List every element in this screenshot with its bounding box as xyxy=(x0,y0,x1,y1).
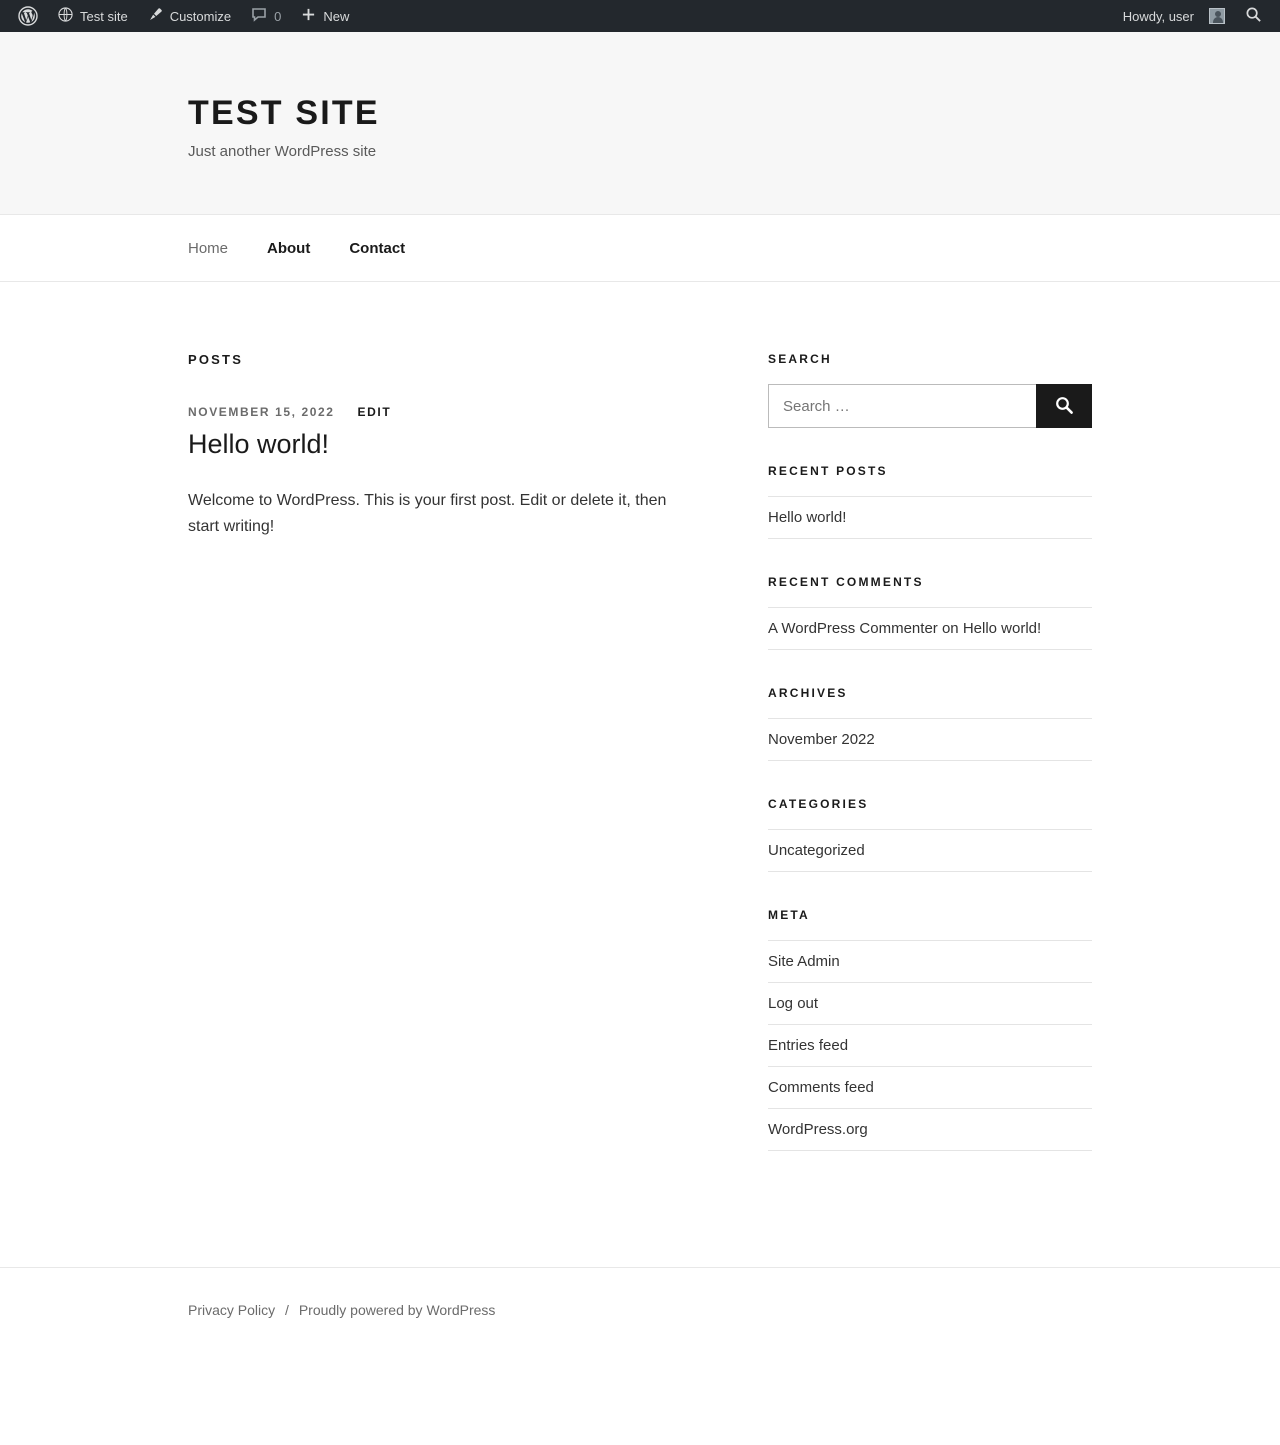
footer-separator: / xyxy=(285,1302,289,1318)
site-header xyxy=(0,32,1280,215)
nav-item-about[interactable]: About xyxy=(267,239,311,257)
widget-categories xyxy=(768,797,1092,872)
widget-title-recent-comments: RECENT COMMENTS xyxy=(768,575,924,589)
archive-link[interactable]: November 2022 xyxy=(768,731,875,748)
comment-bubble-icon xyxy=(251,7,267,25)
list-item xyxy=(768,1067,1092,1109)
howdy-label: Howdy, user xyxy=(1122,8,1194,24)
widget-title-search: SEARCH xyxy=(768,352,832,366)
admin-bar-site-name[interactable] xyxy=(48,0,138,32)
list-item xyxy=(768,607,1092,650)
post-edit-link[interactable]: EDIT xyxy=(357,405,392,419)
recent-comments-list xyxy=(768,607,1092,650)
widget-meta xyxy=(768,908,1092,1151)
meta-link-entries-feed[interactable]: Entries feed xyxy=(768,1037,849,1054)
admin-bar-new[interactable] xyxy=(291,0,359,32)
search-input[interactable] xyxy=(768,384,1036,428)
admin-bar-search-button[interactable] xyxy=(1235,0,1272,32)
list-item xyxy=(768,1025,1092,1067)
admin-bar-customize[interactable] xyxy=(138,0,241,32)
post-title[interactable]: Hello world! xyxy=(188,429,330,459)
widget-title-archives: ARCHIVES xyxy=(768,686,848,700)
search-icon xyxy=(1054,395,1074,418)
widget-title-recent-posts: RECENT POSTS xyxy=(768,464,888,478)
widget-recent-comments xyxy=(768,575,1092,650)
paintbrush-icon xyxy=(148,7,163,25)
admin-bar-comments[interactable] xyxy=(241,0,291,32)
archives-list xyxy=(768,718,1092,761)
nav-item-home[interactable]: Home xyxy=(188,239,229,257)
main-content xyxy=(188,352,768,1187)
post-excerpt: Welcome to WordPress. This is your first post. Edit or delete it, then start writing! xyxy=(188,491,667,536)
post-article xyxy=(188,405,768,541)
comment-post-link[interactable]: Hello world! xyxy=(962,620,1042,637)
category-link[interactable]: Uncategorized xyxy=(768,842,865,859)
comment-author: A WordPress Commenter xyxy=(768,620,938,637)
meta-link-comments-feed[interactable]: Comments feed xyxy=(768,1079,874,1096)
list-item xyxy=(768,940,1092,983)
site-description: Just another WordPress site xyxy=(188,143,377,160)
admin-bar-right xyxy=(1113,0,1272,32)
comments-count: 0 xyxy=(274,8,282,24)
list-item xyxy=(768,983,1092,1025)
page-title[interactable]: TEST SITE xyxy=(188,94,380,132)
search-form xyxy=(768,384,1092,428)
customize-label: Customize xyxy=(169,8,232,24)
meta-list xyxy=(768,940,1092,1151)
comment-connector: on xyxy=(941,620,959,637)
post-meta xyxy=(188,405,768,419)
powered-by-link[interactable]: Proudly powered by WordPress xyxy=(298,1302,496,1318)
list-item xyxy=(768,1109,1092,1151)
admin-bar xyxy=(0,0,1280,32)
meta-link-log-out[interactable]: Log out xyxy=(768,995,819,1012)
list-item xyxy=(768,496,1092,539)
posts-heading: POSTS xyxy=(188,352,244,367)
search-icon xyxy=(1245,6,1262,26)
list-item xyxy=(768,718,1092,761)
privacy-policy-link[interactable]: Privacy Policy xyxy=(188,1302,276,1318)
wordpress-logo-icon xyxy=(18,6,38,26)
recent-post-link[interactable]: Hello world! xyxy=(768,509,847,526)
sidebar xyxy=(768,352,1092,1187)
post-date[interactable]: NOVEMBER 15, 2022 xyxy=(188,405,335,419)
meta-link-wordpress-org[interactable]: WordPress.org xyxy=(768,1121,868,1138)
widget-recent-posts xyxy=(768,464,1092,539)
site-name-label: Test site xyxy=(80,8,128,24)
widget-search xyxy=(768,352,1092,428)
search-submit-button[interactable] xyxy=(1036,384,1092,428)
new-label: New xyxy=(323,8,350,24)
categories-list xyxy=(768,829,1092,872)
list-item xyxy=(768,829,1092,872)
widget-archives xyxy=(768,686,1092,761)
avatar xyxy=(1209,8,1225,24)
site-footer xyxy=(0,1267,1280,1358)
nav-item-contact[interactable]: Contact xyxy=(349,239,406,257)
widget-title-meta: META xyxy=(768,908,810,922)
meta-link-site-admin[interactable]: Site Admin xyxy=(768,953,840,970)
plus-icon xyxy=(301,7,316,25)
widget-title-categories: CATEGORIES xyxy=(768,797,869,811)
content-area xyxy=(188,282,1092,1267)
wordpress-logo-button[interactable] xyxy=(8,0,48,32)
recent-posts-list xyxy=(768,496,1092,539)
primary-navigation xyxy=(0,215,1280,282)
admin-bar-howdy[interactable] xyxy=(1113,0,1235,32)
home-icon xyxy=(58,7,73,25)
